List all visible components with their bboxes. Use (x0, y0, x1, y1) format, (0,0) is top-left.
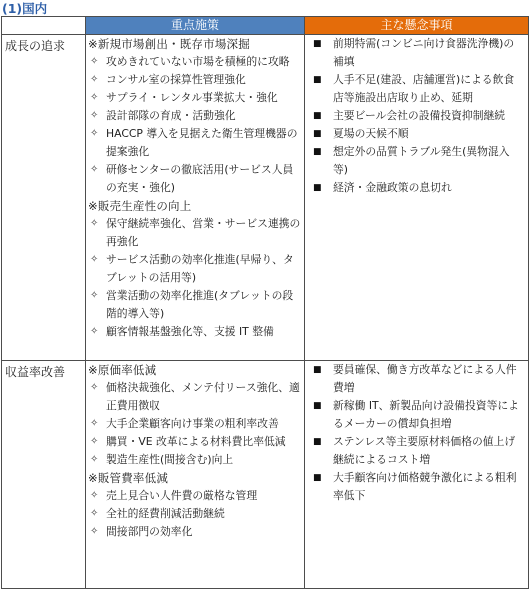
header-main-concerns: 主な懸念事項 (305, 17, 529, 35)
list-item: ■ 主要ビール会社の設備投資抑制継続 (309, 107, 528, 125)
diamond-bullet-icon: ✧ (90, 382, 99, 393)
diamond-bullet-icon: ✧ (90, 436, 99, 447)
table-row (2, 35, 529, 361)
measures-section-heading: ※販管費率低減 (88, 471, 169, 485)
measures-cell (86, 361, 305, 589)
list-item: ✧ 大手企業顧客向け事業の粗利率改善 (88, 415, 304, 433)
list-item: ■ 経済・金融政策の息切れ (309, 179, 528, 197)
list-item: ✧ コンサル室の採算性管理強化 (88, 71, 304, 89)
list-item: ■ 前期特需(コンビニ向け食器洗浄機)の補填 (309, 35, 528, 71)
list-item: ✧ 研修センターの徹底活用(サービス人員の充実・強化) (88, 161, 304, 197)
square-bullet-icon: ■ (313, 365, 322, 375)
concerns-cell (305, 35, 529, 361)
list-item: ✧ 売上見合い人件費の厳格な管理 (88, 487, 304, 505)
square-bullet-icon: ■ (313, 437, 322, 447)
diamond-bullet-icon: ✧ (90, 290, 99, 301)
square-bullet-icon: ■ (313, 183, 322, 193)
measures-section-heading: ※原価率低減 (88, 363, 157, 377)
measures-section-heading: ※販売生産性の向上 (88, 199, 192, 213)
diamond-bullet-icon: ✧ (90, 490, 99, 501)
diamond-bullet-icon: ✧ (90, 218, 99, 229)
list-item: ■ 要員確保、働き方改革などによる人件費増 (309, 361, 528, 397)
list-item: ✧ 価格決裁強化、メンテ付リース強化、適正費用徴収 (88, 379, 304, 415)
list-item: ✧ 間接部門の効率化 (88, 523, 304, 541)
list-item: ✧ 攻めきれていない市場を積極的に攻略 (88, 53, 304, 71)
list-item: ✧ サプライ・レンタル事業拡大・強化 (88, 89, 304, 107)
row-category: 収益率改善 (2, 361, 86, 589)
square-bullet-icon: ■ (313, 75, 322, 85)
measures-section (88, 197, 304, 341)
strategy-table (1, 16, 529, 589)
list-item: ✧ サービス活動の効率化推進(早帰り、タブレットの活用等) (88, 251, 304, 287)
list-item: ✧ 設計部隊の育成・活動強化 (88, 107, 304, 125)
concerns-cell (305, 361, 529, 589)
list-item: ■ 夏場の天候不順 (309, 125, 528, 143)
measures-cell (86, 35, 305, 361)
list-item: ✧ 購買・VE 改革による材料費比率低減 (88, 433, 304, 451)
square-bullet-icon: ■ (313, 129, 322, 139)
header-blank-cell (2, 17, 86, 35)
diamond-bullet-icon: ✧ (90, 74, 99, 85)
header-row (2, 17, 529, 35)
list-item: ■ 想定外の品質トラブル発生(異物混入等) (309, 143, 528, 179)
list-item: ■ 大手顧客向け価格競争激化による粗利率低下 (309, 469, 528, 505)
diamond-bullet-icon: ✧ (90, 92, 99, 103)
list-item: ✧ HACCP 導入を見据えた衛生管理機器の提案強化 (88, 125, 304, 161)
list-item: ✧ 製造生産性(間接含む)向上 (88, 451, 304, 469)
list-item: ■ ステンレス等主要原材料価格の値上げ継続によるコスト増 (309, 433, 528, 469)
list-item: ✧ 全社的経費削減活動継続 (88, 505, 304, 523)
square-bullet-icon: ■ (313, 39, 322, 49)
list-item: ✧ 顧客情報基盤強化等、支援 IT 整備 (88, 323, 304, 341)
diamond-bullet-icon: ✧ (90, 326, 99, 337)
list-item: ✧ 営業活動の効率化推進(タブレットの段階的導入等) (88, 287, 304, 323)
measures-section (88, 361, 304, 469)
diamond-bullet-icon: ✧ (90, 454, 99, 465)
list-item: ■ 新稼働 IT、新製品向け設備投資等によるメーカーの償却負担増 (309, 397, 528, 433)
list-item: ■ 人手不足(建設、店舗運営)による飲食店等施設出店取り止め、延期 (309, 71, 528, 107)
diamond-bullet-icon: ✧ (90, 128, 99, 139)
square-bullet-icon: ■ (313, 401, 322, 411)
square-bullet-icon: ■ (313, 147, 322, 157)
measures-section (88, 35, 304, 197)
diamond-bullet-icon: ✧ (90, 110, 99, 121)
square-bullet-icon: ■ (313, 473, 322, 483)
square-bullet-icon: ■ (313, 111, 322, 121)
diamond-bullet-icon: ✧ (90, 508, 99, 519)
measures-section-heading: ※新規市場創出・既存市場深掘 (88, 37, 250, 51)
diamond-bullet-icon: ✧ (90, 526, 99, 537)
table-row (2, 361, 529, 589)
measures-section (88, 469, 304, 541)
header-key-measures: 重点施策 (86, 17, 305, 35)
diamond-bullet-icon: ✧ (90, 164, 99, 175)
diamond-bullet-icon: ✧ (90, 254, 99, 265)
diamond-bullet-icon: ✧ (90, 56, 99, 67)
diamond-bullet-icon: ✧ (90, 418, 99, 429)
section-caption: (1)国内 (2, 1, 48, 16)
row-category: 成長の追求 (2, 35, 86, 361)
list-item: ✧ 保守継続率強化、営業・サービス連携の再強化 (88, 215, 304, 251)
